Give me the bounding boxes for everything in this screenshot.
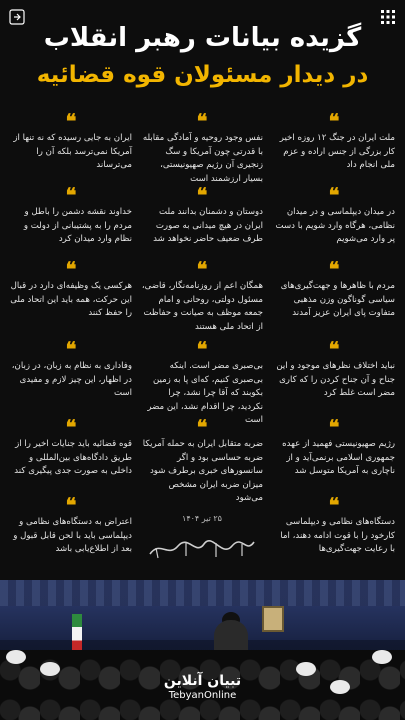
quote-mark-icon: ❝ (328, 493, 340, 517)
quote-text: بی‌صبری مضر است. اینکه بی‌صبری کنیم، که‌ای پا به زمین بکوبند که آقا چرا نشد، چرا نکردید، چرا اقدام نشد، این مضر است (147, 361, 263, 425)
quote-text: قوه قضائیه باید جنایات اخیر را از طریق دادگاه‌های بین‌المللی و داخلی به صورت جدی پیگیری کند (14, 439, 132, 476)
quote-mark-icon: ❝ (65, 109, 77, 133)
quote-card (273, 183, 395, 247)
signature-calligraphy-icon (146, 534, 258, 562)
quote-mark-icon: ❝ (65, 183, 77, 207)
quote-card (10, 183, 132, 247)
quote-text: در میدان دیپلماسی و در میدان نظامی، هرگاه وارد شویم با دست پر وارد می‌شویم (275, 207, 395, 244)
quote-mark-icon: ❝ (328, 257, 340, 281)
quote-mark-icon: ❝ (196, 257, 208, 281)
quote-mark-icon: ❝ (328, 337, 340, 361)
quote-mark-icon: ❝ (65, 415, 77, 439)
quote-text: ملت ایران در جنگ ۱۲ روزه اخیر کار بزرگی از جنس اراده و عزم ملی انجام داد (279, 133, 395, 170)
quote-mark-icon: ❝ (65, 493, 77, 517)
date-label: ۲۵ تیر ۱۴۰۴ (182, 514, 222, 523)
quote-card (141, 109, 263, 186)
flag-icon (72, 614, 82, 654)
quotes-grid (8, 110, 397, 578)
decorative-wall-pattern (0, 580, 405, 606)
quote-card (141, 415, 263, 506)
quote-card (273, 493, 395, 557)
audience-member (40, 662, 60, 676)
brand-name-fa: تبیان آنلاین (163, 673, 242, 689)
quote-mark-icon: ❝ (196, 415, 208, 439)
quote-card (10, 257, 132, 321)
quote-mark-icon: ❝ (196, 183, 208, 207)
quote-card (273, 257, 395, 321)
portrait-frame (262, 606, 284, 632)
quote-text: رژیم صهیونیستی فهمید از عهده جمهوری اسلامی برنمی‌آید و از ناچاری به آمریکا متوسل شد (282, 439, 395, 476)
quote-mark-icon: ❝ (328, 183, 340, 207)
quote-card (273, 337, 395, 401)
quote-card (141, 183, 263, 247)
quote-text: وفاداری به نظام به زبان، در زبان، در اظهار، این چیز لازم و مفیدی است (11, 361, 132, 398)
quote-text: هرکسی یک وظیفه‌ای دارد در قبال این حرکت، همه باید این اتحاد ملی را حفظ کنند (10, 281, 132, 318)
page-title: گزیده بیانات رهبر انقلاب (43, 23, 362, 53)
quote-mark-icon: ❝ (196, 337, 208, 361)
quote-text: مردم با ظاهرها و جهت‌گیری‌های سیاسی گوناگون وزن مذهبی متفاوت پای ایران عزیز آمدند (280, 281, 395, 318)
brand-name-en: TebyanOnline (168, 690, 237, 701)
quote-card (273, 415, 395, 479)
quote-mark-icon: ❝ (65, 257, 77, 281)
quote-card (10, 109, 132, 173)
quote-text: دوستان و دشمنان بدانند ملت ایران در هیچ میدانی به صورت طرف ضعیف حاضر نخواهد شد (153, 207, 263, 244)
audience-member (6, 650, 26, 664)
page-subtitle: در دیدار مسئولان قوه قضائیه (36, 62, 369, 88)
audience-member (372, 650, 392, 664)
quote-card (10, 415, 132, 479)
quote-card (141, 257, 263, 334)
quote-text: خداوند نقشه دشمن را باطل و مردم را به پشتیبانی از دولت و نظام وارد میدان کرد (23, 207, 132, 244)
quote-text: اعتراض به دستگاه‌های نظامی و دیپلماسی باید با لحن قابل قبول و بعد از اطلاع‌یابی باشد (13, 517, 132, 554)
quote-card (10, 493, 132, 557)
quote-text: دستگاه‌های نظامی و دیپلماسی کارخود را با قوت ادامه دهند، اما با رعایت جهت‌گیری‌ها (280, 517, 395, 554)
quote-mark-icon: ❝ (196, 109, 208, 133)
quote-text: ضربه متقابل ایران به حمله آمریکا ضربه حساسی بود و اگر سانسورهای خبری برطرف شود میزان ضربه ایران مشخص می‌شود (142, 439, 263, 503)
quote-text: ایران به جایی رسیده که نه تنها از آمریکا نمی‌ترسد بلکه آن را می‌ترساند (13, 133, 132, 170)
audience-member (296, 662, 316, 676)
quote-card (273, 109, 395, 173)
quote-text: نباید اختلاف نظرهای موجود و این جناح و آن جناح کردن را که کاری مضر است غلط کرد (276, 361, 395, 398)
quote-card (10, 337, 132, 401)
quote-mark-icon: ❝ (328, 415, 340, 439)
quote-text: نفس وجود روحیه و آمادگی مقابله با قدرتی چون آمریکا و سگ زنجیری آن رژیم صهیونیستی، بسیار ارزشمند است (142, 133, 263, 184)
quote-text: همگان اعم از روزنامه‌نگار، قاضی، مسئول دولتی، روحانی و امام جمعه موظف به صیانت و حفاظت از اتحاد ملی هستند (141, 281, 263, 332)
hall-wall (0, 606, 405, 640)
audience-member (330, 680, 350, 694)
quote-mark-icon: ❝ (328, 109, 340, 133)
quote-mark-icon: ❝ (65, 337, 77, 361)
brand-logo (145, 672, 260, 716)
